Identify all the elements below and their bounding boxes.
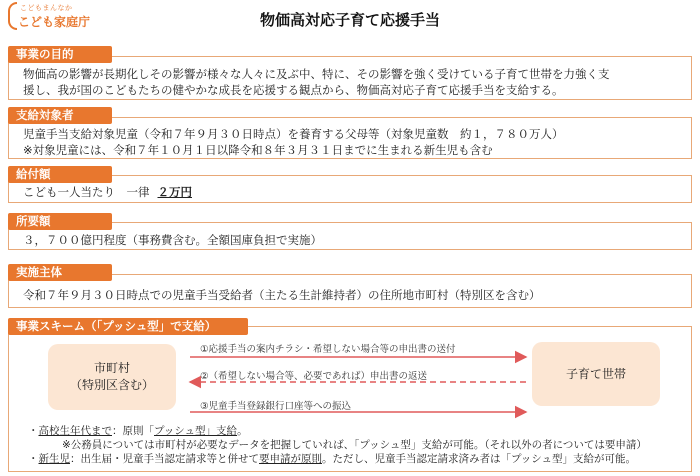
entity-heading: 実施主体 (8, 264, 112, 281)
eligible-heading: 支給対象者 (8, 107, 112, 124)
purpose-heading: 事業の目的 (8, 46, 112, 63)
note-highschool: ・高校生年代まで：原則「プッシュ型」支給。 (28, 425, 248, 437)
entity-line: 令和７年９月３０日時点での児童手当受給者（主たる生計維持者）の住所地市町村（特別区を含む） (23, 288, 541, 302)
amount-heading: 給付額 (8, 166, 112, 183)
household-label: 子育て世帯 (565, 366, 626, 381)
logo-name: こども家庭庁 (18, 15, 91, 29)
flow-label-2: ②（希望しない場合等、必要であれば）申出書の返送 (200, 371, 428, 382)
amount-value: ２万円 (157, 185, 192, 199)
note-newborn: ・新生児：出生届・児童手当認定請求等と併せて要申請が原則。ただし、児童手当認定請求済み者は「プッシュ型」支給が可能。 (28, 453, 637, 465)
scheme-notes (28, 424, 647, 466)
purpose-line-1: 物価高の影響が長期化しその影響が様々な人々に及ぶ中、特に、その影響を強く受けている子育て世帯を力強く支 (23, 67, 610, 81)
flow-label-3: ③児童手当登録銀行口座等への振込 (200, 401, 352, 412)
budget-heading: 所要額 (8, 213, 112, 230)
amount-prefix: こども一人当たり 一律 (23, 185, 150, 199)
budget-line: ３，７００億円程度（事務費含む。全額国庫負担で実施） (23, 233, 322, 247)
purpose-line-2: 援し、我が国のこどもたちの健やかな成長を応援する観点から、物価高対応子育て応援手当を支給する。 (23, 83, 564, 97)
municipality-label: 市町村 (93, 361, 130, 375)
flow-label-1: ①応援手当の案内チラシ・希望しない場合等の申出書の送付 (200, 344, 456, 355)
logo-tagline: こどもまんなか (20, 4, 73, 12)
scheme-heading: 事業スキーム（「プッシュ型」で支給） (8, 318, 248, 335)
eligible-line-1: 児童手当支給対象児童（令和７年９月３０日時点）を養育する父母等（対象児童数 約１，７８０万人） (23, 127, 564, 141)
page-title: 物価高対応子育て応援手当 (259, 11, 440, 29)
note-civil-servants: ※公務員については市町村が必要なデータを把握していれば、「プッシュ型」支給が可能。（それ以外の者については要申請） (62, 439, 647, 451)
municipality-sublabel: （特別区含む） (69, 378, 154, 392)
eligible-line-2: ※対象児童には、令和７年１０月１日以降令和８年３月３１日までに生まれる新生児も含む (23, 143, 493, 157)
